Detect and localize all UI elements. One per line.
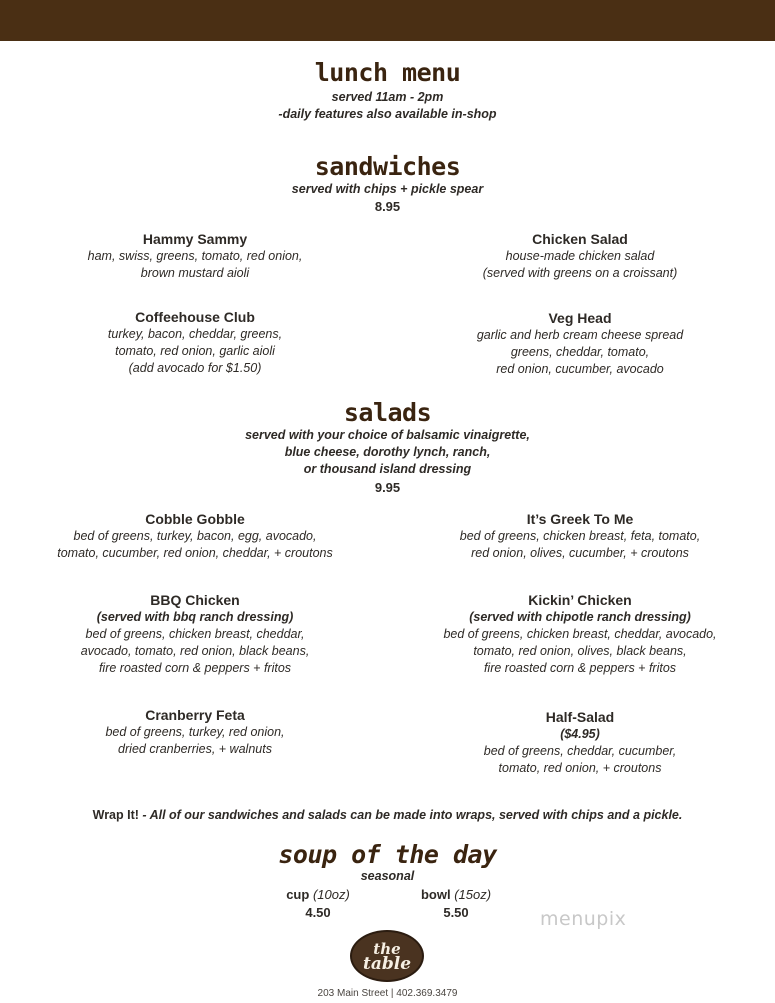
item-description: bed of greens, chicken breast, feta, tomato, bbox=[459, 529, 701, 543]
item-description: red onion, cucumber, avocado bbox=[496, 362, 664, 376]
sandwiches-heading: sandwiches bbox=[314, 152, 461, 181]
salads-subtitle: served with your choice of balsamic vinaigrette, bbox=[245, 428, 530, 442]
item-description: (served with greens on a croissant) bbox=[482, 266, 678, 280]
item-description: tomato, red onion, + croutons bbox=[498, 761, 662, 775]
salads-price: 9.95 bbox=[374, 480, 401, 495]
cup-price: 4.50 bbox=[305, 905, 331, 920]
item-description: dried cranberries, + walnuts bbox=[118, 742, 272, 756]
item-description: ham, swiss, greens, tomato, red onion, bbox=[87, 249, 303, 263]
daily-features-note: -daily features also available in-shop bbox=[278, 107, 497, 121]
item-description: bed of greens, chicken breast, cheddar, avocado, bbox=[443, 627, 717, 641]
item-name: Coffeehouse Club bbox=[135, 309, 255, 325]
wrap-it-text: - All of our sandwiches and salads can be made into wraps, served with chips and a pickle. bbox=[138, 808, 683, 822]
item-description: (add avocado for $1.50) bbox=[128, 361, 262, 375]
the-table-logo bbox=[350, 930, 424, 982]
wrap-it-label: Wrap It! bbox=[92, 808, 139, 822]
item-description: bed of greens, cheddar, cucumber, bbox=[483, 744, 677, 758]
item-name: BBQ Chicken bbox=[150, 592, 240, 608]
item-description: garlic and herb cream cheese spread bbox=[476, 328, 684, 342]
item-name: Cranberry Feta bbox=[145, 707, 245, 723]
item-description: brown mustard aioli bbox=[140, 266, 250, 280]
item-name: Cobble Gobble bbox=[145, 511, 245, 527]
soup-subtitle: seasonal bbox=[360, 869, 415, 883]
footer-address: 203 Main Street | 402.369.3479 bbox=[317, 988, 458, 999]
bowl-label: bowl bbox=[420, 887, 451, 902]
item-description: avocado, tomato, red onion, black beans, bbox=[80, 644, 310, 658]
cup-size: (10oz) bbox=[312, 887, 350, 902]
item-dressing-note: (served with bbq ranch dressing) bbox=[96, 610, 294, 624]
salads-subtitle: or thousand island dressing bbox=[303, 462, 472, 476]
menu-item bbox=[20, 591, 370, 677]
menu-item bbox=[425, 230, 735, 282]
item-description: turkey, bacon, cheddar, greens, bbox=[107, 327, 283, 341]
menu-title: lunch menu bbox=[314, 58, 461, 87]
item-description: fire roasted corn & peppers + fritos bbox=[483, 661, 677, 675]
menu-item bbox=[40, 230, 350, 282]
sandwiches-subtitle: served with chips + pickle spear bbox=[291, 182, 484, 196]
menu-item bbox=[20, 706, 370, 758]
wrap-it-note bbox=[0, 807, 775, 824]
item-description: bed of greens, turkey, bacon, egg, avocado, bbox=[73, 529, 317, 543]
menu-item bbox=[405, 708, 755, 777]
item-name: It’s Greek To Me bbox=[526, 511, 634, 527]
item-description: bed of greens, turkey, red onion, bbox=[105, 725, 285, 739]
salads-heading: salads bbox=[343, 398, 432, 427]
menu-item bbox=[40, 308, 350, 377]
logo-line-1: the bbox=[373, 940, 401, 958]
item-dressing-note: (served with chipotle ranch dressing) bbox=[469, 610, 691, 624]
cup-label: cup bbox=[286, 887, 310, 902]
item-price-note: ($4.95) bbox=[560, 727, 600, 741]
item-description: fire roasted corn & peppers + fritos bbox=[98, 661, 292, 675]
menu-item bbox=[425, 309, 735, 378]
bowl-size: (15oz) bbox=[454, 887, 492, 902]
item-description: tomato, red onion, olives, black beans, bbox=[473, 644, 687, 658]
item-description: tomato, cucumber, red onion, cheddar, + croutons bbox=[57, 546, 333, 560]
menupix-watermark: menupix bbox=[540, 908, 627, 930]
menu-item bbox=[405, 591, 755, 677]
bowl-price: 5.50 bbox=[443, 905, 469, 920]
served-hours: served 11am - 2pm bbox=[331, 90, 444, 104]
menu-item bbox=[405, 510, 755, 562]
sandwiches-price: 8.95 bbox=[374, 199, 401, 214]
soup-cup bbox=[258, 886, 378, 921]
item-description: greens, cheddar, tomato, bbox=[510, 345, 650, 359]
item-description: red onion, olives, cucumber, + croutons bbox=[471, 546, 689, 560]
item-description: tomato, red onion, garlic aioli bbox=[115, 344, 275, 358]
soup-bowl bbox=[396, 886, 516, 921]
salads-subtitle: blue cheese, dorothy lynch, ranch, bbox=[284, 445, 491, 459]
item-name: Half-Salad bbox=[545, 709, 615, 725]
item-name: Hammy Sammy bbox=[142, 231, 248, 247]
logo-line-2: table bbox=[362, 954, 412, 974]
item-name: Chicken Salad bbox=[532, 231, 628, 247]
top-banner bbox=[0, 0, 775, 41]
menu-item bbox=[20, 510, 370, 562]
item-name: Kickin’ Chicken bbox=[528, 592, 632, 608]
item-description: bed of greens, chicken breast, cheddar, bbox=[85, 627, 305, 641]
soup-heading: soup of the day bbox=[278, 840, 497, 869]
item-description: house-made chicken salad bbox=[505, 249, 655, 263]
item-name: Veg Head bbox=[548, 310, 612, 326]
